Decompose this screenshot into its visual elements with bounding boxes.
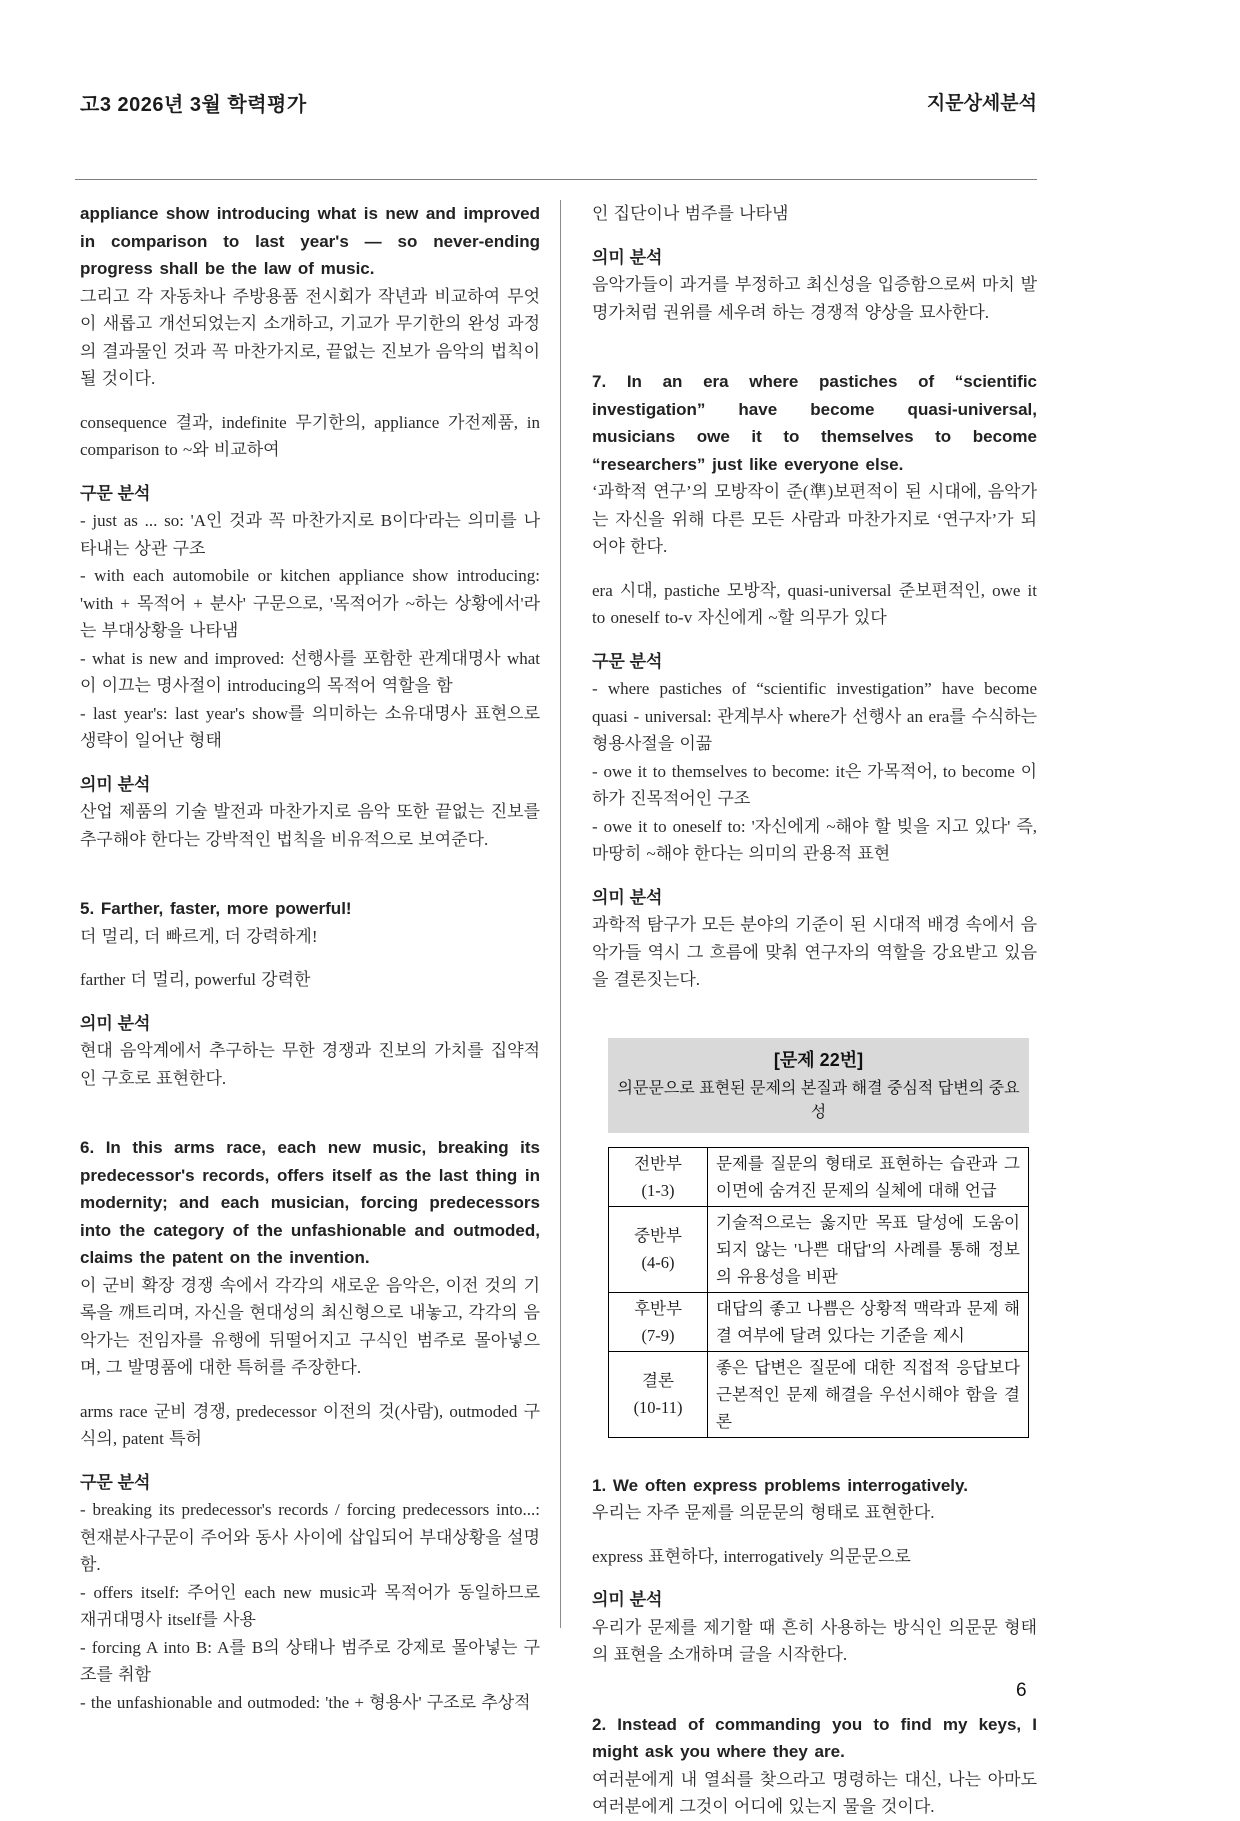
- analysis-text: 산업 제품의 기술 발전과 마찬가지로 음악 또한 끝없는 진보를 추구해야 한다는 강박적인 법칙을 비유적으로 보여준다.: [80, 802, 540, 849]
- korean-translation: 우리는 자주 문제를 의문문의 형태로 표현한다.: [592, 1503, 935, 1522]
- analysis-heading: 구문 분석: [80, 483, 151, 503]
- vocab-note: farther 더 멀리, powerful 강력한: [80, 970, 311, 989]
- analysis-heading: 의미 분석: [592, 887, 663, 907]
- page-header: [80, 88, 1037, 117]
- analysis-item: - forcing A into B: A를 B의 상태나 범주로 강제로 몰아넣는 구조를 취함: [80, 1637, 540, 1684]
- column-divider: [560, 200, 561, 1628]
- right-column: [592, 200, 1037, 1821]
- korean-translation: 인 집단이나 범주를 나타냄: [592, 204, 789, 223]
- table-row: [609, 1147, 1029, 1206]
- analysis-heading: 의미 분석: [80, 774, 151, 794]
- part-range: (4-6): [641, 1253, 675, 1272]
- english-sentence: 7. In an era where pastiches of “scientific investigation” have become quasi-universal, musicians owe it to themselves to become “researchers” just like everyone else.: [592, 372, 1037, 474]
- analysis-text: 우리가 문제를 제기할 때 흔히 사용하는 방식인 의문문 형태의 표현을 소개하며 글을 시작한다.: [592, 1617, 1037, 1664]
- header-doc-type: 지문상세분석: [926, 93, 1037, 114]
- analysis-text: 현대 음악계에서 추구하는 무한 경쟁과 진보의 가치를 집약적인 구호로 표현한다.: [80, 1041, 540, 1088]
- part-range: (10-11): [633, 1398, 683, 1417]
- header-rule: [75, 179, 1037, 180]
- part-range: (7-9): [641, 1325, 675, 1345]
- table-desc-cell: 좋은 답변은 질문에 대한 직접적 응답보다 근본적인 문제 해결을 우선시해야 함을 결론: [708, 1351, 1029, 1437]
- vocab-note: express 표현하다, interrogatively 의문문으로: [592, 1546, 911, 1566]
- analysis-item: - offers itself: 주어인 each new music과 목적어가 동일하므로 재귀대명사 itself를 사용: [80, 1582, 540, 1629]
- table-part-cell: [609, 1147, 708, 1206]
- table-part-cell: [609, 1206, 708, 1292]
- english-sentence: 6. In this arms race, each new music, breaking its predecessor's records, offers itself as the last thing in modernity; and each musician, forcing predecessors into the category of the unfashionable and outmoded, claims the patent on the invention.: [80, 1138, 540, 1267]
- analysis-item: - owe it to oneself to: '자신에게 ~해야 할 빚을 지고 있다' 즉, 마땅히 ~해야 한다는 의미의 관용적 표현: [592, 816, 1037, 863]
- analysis-heading: 구문 분석: [80, 1472, 151, 1492]
- analysis-text: 과학적 탐구가 모든 분야의 기준이 된 시대적 배경 속에서 음악가들 역시 그 흐름에 맞춰 연구자의 역할을 강요받고 있음을 결론짓는다.: [592, 915, 1037, 989]
- vocab-note: consequence 결과, indefinite 무기한의, appliance 가전제품, in comparison to ~와 비교하여: [80, 412, 540, 459]
- header-exam-title: 고3 2026년 3월 학력평가: [80, 94, 307, 116]
- analysis-item: - breaking its predecessor's records / forcing predecessors into...: 현재분사구문이 주어와 동사 사이에 삽입되어 부대상황을 설명함.: [80, 1500, 540, 1574]
- analysis-item: - what is new and improved: 선행사를 포함한 관계대명사 what이 이끄는 명사절이 introducing의 목적어 역할을 함: [80, 648, 540, 695]
- analysis-heading: 의미 분석: [80, 1013, 151, 1033]
- analysis-item: - the unfashionable and outmoded: 'the + 형용사' 구조로 추상적: [80, 1692, 531, 1712]
- analysis-item: - last year's: last year's show를 의미하는 소유대명사 표현으로 생략이 일어난 형태: [80, 703, 540, 750]
- analysis-heading: 구문 분석: [592, 651, 663, 671]
- table-row: [609, 1351, 1029, 1437]
- english-sentence: appliance show introducing what is new and improved in comparison to last year's — so never-ending progress shall be the law of music.: [80, 204, 540, 278]
- english-sentence: 1. We often express problems interrogatively.: [592, 1475, 968, 1495]
- korean-translation: 그리고 각 자동차나 주방용품 전시회가 작년과 비교하여 무엇이 새롭고 개선되었는지 소개하고, 기교가 무기한의 완성 과정의 결과물인 것과 꼭 마찬가지로, 끝없는 진보가 음악의 법칙이 될 것이다.: [80, 286, 540, 388]
- part-range: (1-3): [641, 1180, 675, 1200]
- table-row: [609, 1206, 1029, 1292]
- vocab-note: era 시대, pastiche 모방작, quasi-universal 준보편적인, owe it to oneself to-v 자신에게 ~할 의무가 있다: [592, 580, 1037, 627]
- table-part-cell: [609, 1292, 708, 1351]
- korean-translation: 이 군비 확장 경쟁 속에서 각각의 새로운 음악은, 이전 것의 기록을 깨트리며, 자신을 현대성의 최신형으로 내놓고, 각각의 음악가는 전임자를 유행에 뒤떨어지고 구식인 범주로 몰아넣으며, 그 발명품에 대한 특허를 주장한다.: [80, 1275, 540, 1377]
- problem-box-subtitle: 의문문으로 표현된 문제의 본질과 해결 중심적 답변의 중요성: [617, 1079, 1020, 1121]
- korean-translation: 더 멀리, 더 빠르게, 더 강력하게!: [80, 926, 318, 946]
- part-label: 후반부: [634, 1298, 682, 1318]
- part-label: 중반부: [634, 1226, 682, 1245]
- table-part-cell: [609, 1351, 708, 1437]
- analysis-text: 음악가들이 과거를 부정하고 최신성을 입증함으로써 마치 발명가처럼 권위를 세우려 하는 경쟁적 양상을 묘사한다.: [592, 275, 1037, 322]
- analysis-item: - just as ... so: 'A인 것과 꼭 마찬가지로 B이다'라는 의미를 나타내는 상관 구조: [80, 511, 540, 558]
- analysis-item: - owe it to themselves to become: it은 가목적어, to become 이하가 진목적어인 구조: [592, 761, 1037, 808]
- analysis-item: - with each automobile or kitchen appliance show introducing: 'with + 목적어 + 분사' 구문으로, '목적어가 ~하는 상황에서'라는 부대상황을 나타냄: [80, 566, 540, 640]
- problem-box: [608, 1038, 1029, 1133]
- analysis-item: - where pastiches of “scientific investigation” have become quasi - universal: 관계부사 where가 선행사 an era를 수식하는 형용사절을 이끎: [592, 679, 1037, 753]
- korean-translation: 여러분에게 내 열쇠를 찾으라고 명령하는 대신, 나는 아마도 여러분에게 그것이 어디에 있는지 물을 것이다.: [592, 1769, 1037, 1816]
- table-desc-cell: 문제를 질문의 형태로 표현하는 습관과 그 이면에 숨겨진 문제의 실체에 대해 언급: [708, 1147, 1029, 1206]
- table-desc-cell: 대답의 좋고 나쁨은 상황적 맥락과 문제 해결 여부에 달려 있다는 기준을 제시: [708, 1292, 1029, 1351]
- analysis-heading: 의미 분석: [592, 1590, 663, 1609]
- table-desc-cell: 기술적으로는 옳지만 목표 달성에 도움이 되지 않는 '나쁜 대답'의 사례를 통해 정보의 유용성을 비판: [708, 1206, 1029, 1292]
- vocab-note: arms race 군비 경쟁, predecessor 이전의 것(사람), outmoded 구식의, patent 특허: [80, 1401, 540, 1448]
- english-sentence: 5. Farther, faster, more powerful!: [80, 899, 352, 918]
- problem-box-title: [문제 22번]: [773, 1049, 864, 1070]
- structure-table: [608, 1147, 1029, 1438]
- left-column: [80, 200, 540, 1716]
- english-sentence: 2. Instead of commanding you to find my keys, I might ask you where they are.: [592, 1714, 1037, 1761]
- page-number: 6: [1016, 1680, 1027, 1701]
- korean-translation: ‘과학적 연구’의 모방작이 준(準)보편적이 된 시대에, 음악가는 자신을 위해 다른 모든 사람과 마찬가지로 ‘연구자’가 되어야 한다.: [592, 482, 1037, 556]
- part-label: 전반부: [634, 1153, 682, 1173]
- part-label: 결론: [642, 1371, 674, 1390]
- analysis-heading: 의미 분석: [592, 247, 663, 267]
- table-row: [609, 1292, 1029, 1351]
